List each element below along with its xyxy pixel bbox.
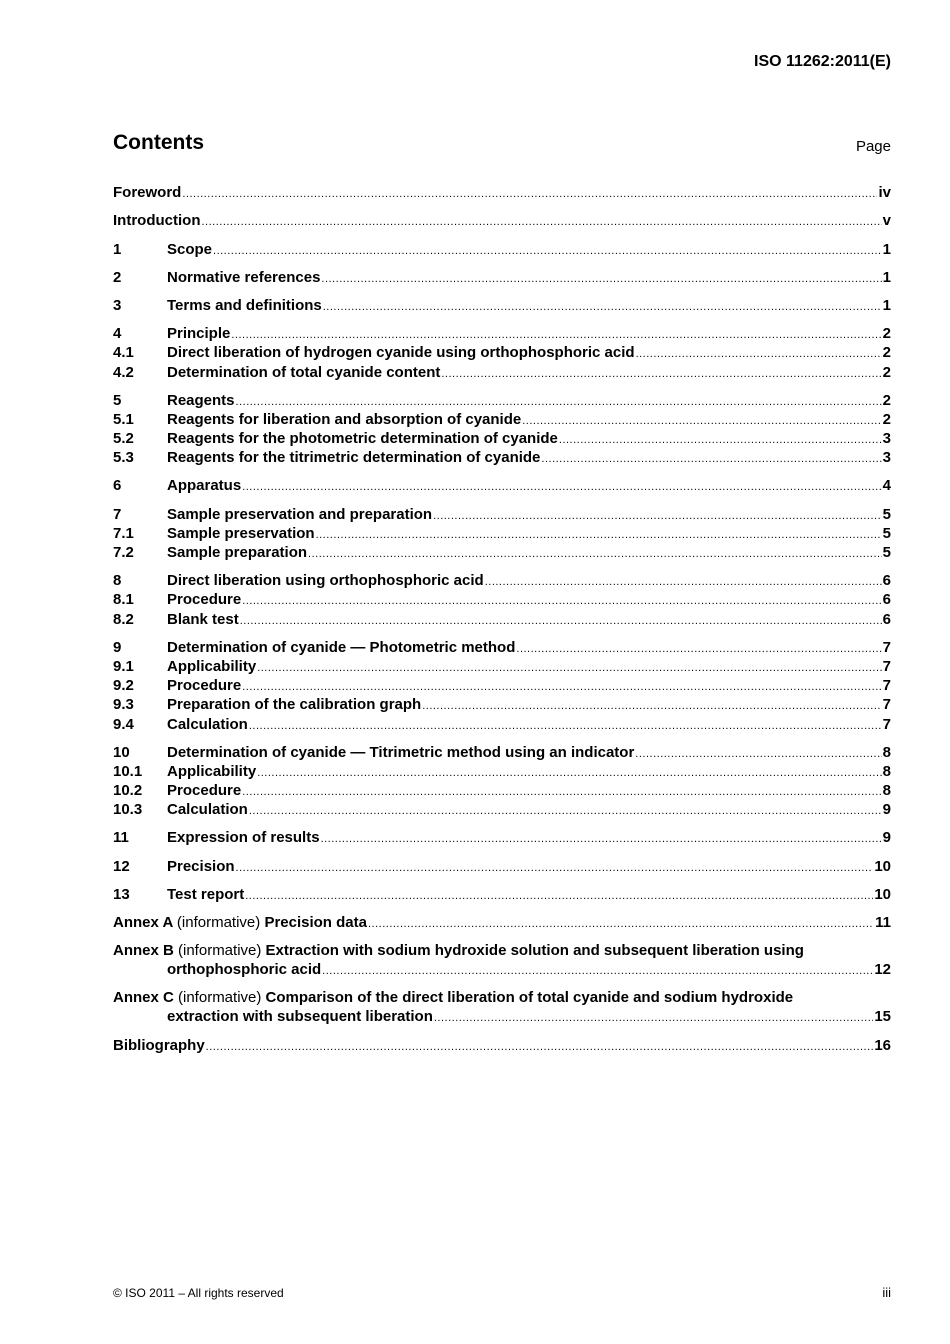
dot-leader: [433, 509, 882, 524]
toc-number: 10.2: [113, 782, 143, 800]
toc-page: 6: [882, 572, 891, 590]
toc-page: 10: [874, 885, 891, 903]
toc-title: Precision: [167, 857, 235, 875]
toc-page: 2: [882, 344, 891, 362]
toc-number: 9.4: [113, 715, 134, 733]
annex-type: (informative): [178, 942, 262, 959]
toc-page: 7: [882, 715, 891, 733]
toc-title: Foreword: [113, 184, 182, 202]
toc-entry[interactable]: [113, 657, 891, 676]
annex-title: Precision data: [264, 914, 367, 931]
dot-leader: [541, 452, 881, 467]
toc-page: 1: [882, 296, 891, 314]
dot-leader: [242, 594, 881, 609]
toc-number: 2: [113, 268, 122, 286]
toc-entry[interactable]: [113, 429, 891, 448]
dot-leader: [441, 367, 881, 382]
toc-page: 11: [875, 914, 891, 931]
annex-label: Annex B: [113, 942, 174, 959]
toc-entry-bibliography[interactable]: [113, 1035, 891, 1054]
toc-title: Determination of total cyanide content: [167, 363, 441, 381]
toc-page: 6: [882, 591, 891, 609]
toc-number: 7.1: [113, 524, 134, 542]
toc-title: Direct liberation using orthophosphoric acid: [167, 572, 484, 590]
toc-entry[interactable]: [113, 828, 891, 847]
annex-heading: [113, 913, 367, 932]
dot-leader: [316, 528, 882, 543]
toc-title: Principle: [167, 325, 231, 343]
toc-page: 7: [882, 677, 891, 695]
toc-page: v: [882, 212, 891, 230]
toc-title: Preparation of the calibration graph: [167, 696, 422, 714]
toc-number: 5: [113, 391, 122, 409]
toc-title: Sample preservation: [167, 524, 315, 542]
toc-number: 5.3: [113, 449, 134, 467]
toc-page: 2: [882, 391, 891, 409]
toc-number: 9.2: [113, 677, 134, 695]
dot-leader: [201, 215, 881, 230]
toc-page: 5: [882, 544, 891, 561]
toc-page: 8: [882, 762, 891, 780]
toc-page: 8: [882, 743, 891, 761]
toc-title: Procedure: [167, 677, 242, 695]
toc-number: 4.1: [113, 344, 134, 362]
toc-page: 2: [882, 363, 891, 381]
toc-number: 11: [113, 829, 129, 847]
annex-type: (informative): [176, 914, 261, 931]
toc-page: 7: [882, 657, 891, 675]
toc-entry[interactable]: [113, 781, 891, 800]
toc-number: 9.3: [113, 696, 134, 714]
toc-page: 1: [882, 268, 891, 286]
toc-number: 10: [113, 743, 130, 761]
toc-number: 3: [113, 296, 122, 314]
toc-page: 7: [882, 696, 891, 714]
toc-entry[interactable]: [113, 324, 891, 343]
dot-leader: [182, 187, 877, 202]
toc-entry[interactable]: [113, 476, 891, 495]
toc-number: 9.1: [113, 657, 134, 675]
toc-page: 6: [882, 610, 891, 628]
toc-entry[interactable]: [113, 609, 891, 628]
toc-title: Calculation: [167, 801, 248, 819]
dot-leader: [231, 328, 881, 343]
toc-page: 15: [874, 1008, 891, 1026]
toc-page: 12: [874, 961, 891, 979]
toc-entry[interactable]: [113, 885, 891, 904]
toc-entry-annex-c-continuation[interactable]: [113, 1007, 891, 1026]
dot-leader: [236, 395, 882, 410]
toc-number: 7: [113, 505, 122, 523]
dot-leader: [321, 272, 881, 287]
toc-entry[interactable]: [113, 343, 891, 362]
dot-leader: [422, 699, 881, 714]
toc-title: Scope: [167, 240, 213, 258]
dot-leader: [245, 889, 873, 904]
annex-title-continued: extraction with subsequent liberation: [167, 1008, 433, 1026]
toc-title: Calculation: [167, 715, 248, 733]
toc-title: Apparatus: [167, 477, 242, 495]
toc-entry[interactable]: [113, 800, 891, 819]
toc-title: Procedure: [167, 591, 242, 609]
toc-number: 8: [113, 572, 122, 590]
toc-title: Reagents for liberation and absorption of cyanide: [167, 410, 522, 428]
toc-title: Normative references: [167, 268, 321, 286]
toc-page: 9: [882, 801, 891, 819]
toc-title: Bibliography: [113, 1036, 205, 1054]
toc-entry[interactable]: [113, 296, 891, 315]
dot-leader: [522, 414, 881, 429]
page-number: iii: [882, 1285, 891, 1300]
toc-entry[interactable]: [113, 676, 891, 695]
toc-title: Applicability: [167, 657, 257, 675]
toc-entry[interactable]: [113, 695, 891, 714]
dot-leader: [321, 832, 882, 847]
toc-title: Terms and definitions: [167, 296, 322, 314]
page-title: Contents: [113, 131, 204, 154]
toc-number: 5.1: [113, 410, 134, 428]
dot-leader: [485, 575, 882, 590]
table-of-contents: [113, 183, 891, 1055]
toc-number: 8.1: [113, 591, 134, 609]
toc-page: 3: [882, 430, 891, 448]
toc-entry[interactable]: [113, 362, 891, 381]
toc-entry-annex-b-continuation[interactable]: [113, 960, 891, 979]
toc-page: 1: [882, 240, 891, 258]
toc-entry[interactable]: [113, 239, 891, 258]
dot-leader: [635, 747, 881, 762]
toc-number: 13: [113, 885, 130, 903]
toc-page: 3: [882, 449, 891, 467]
toc-number: 4.2: [113, 363, 134, 381]
toc-number: 5.2: [113, 430, 134, 448]
dot-leader: [434, 1011, 873, 1026]
toc-entry[interactable]: [113, 524, 891, 543]
toc-entry[interactable]: [113, 448, 891, 467]
dot-leader: [368, 917, 874, 932]
toc-title: Sample preservation and preparation: [167, 505, 433, 523]
toc-page: 4: [882, 477, 891, 495]
toc-entry-foreword[interactable]: [113, 183, 891, 202]
toc-page: iv: [878, 184, 891, 202]
toc-title: Determination of cyanide — Photometric method: [167, 638, 516, 656]
page-column-label: Page: [855, 138, 891, 155]
toc-title: Procedure: [167, 782, 242, 800]
dot-leader: [242, 785, 881, 800]
toc-entry-annex-c[interactable]: [113, 988, 891, 1007]
copyright-notice: © ISO 2011 – All rights reserved: [113, 1286, 284, 1300]
toc-page: 7: [882, 638, 891, 656]
toc-number: 4: [113, 325, 122, 343]
dot-leader: [240, 614, 882, 629]
toc-title: Applicability: [167, 762, 257, 780]
document-id: ISO 11262:2011(E): [754, 53, 891, 70]
annex-title: Extraction with sodium hydroxide solution and subsequent liberation using: [265, 942, 804, 959]
toc-entry[interactable]: [113, 504, 891, 523]
dot-leader: [322, 964, 873, 979]
toc-number: 12: [113, 857, 130, 875]
toc-entry[interactable]: [113, 391, 891, 410]
toc-entry[interactable]: [113, 856, 891, 875]
dot-leader: [516, 642, 881, 657]
dot-leader: [323, 300, 882, 315]
toc-title: Direct liberation of hydrogen cyanide using orthophosphoric acid: [167, 344, 635, 362]
toc-entry[interactable]: [113, 714, 891, 733]
dot-leader: [236, 861, 874, 876]
toc-title: Reagents for the photometric determination of cyanide: [167, 430, 558, 448]
toc-page: 2: [882, 325, 891, 343]
toc-entry[interactable]: [113, 762, 891, 781]
toc-page: 5: [882, 505, 891, 523]
toc-page: 8: [882, 782, 891, 800]
toc-title: Sample preparation: [167, 544, 308, 561]
toc-number: 8.2: [113, 610, 134, 628]
annex-label: Annex A: [113, 914, 173, 931]
toc-number: 1: [113, 240, 122, 258]
dot-leader: [308, 547, 882, 562]
dot-leader: [213, 244, 882, 259]
toc-page: 10: [874, 857, 891, 875]
annex-label: Annex C: [113, 989, 174, 1007]
toc-page: 16: [874, 1036, 891, 1054]
toc-number: 10.3: [113, 801, 143, 819]
toc-entry-annex-a[interactable]: [113, 913, 891, 932]
dot-leader: [257, 766, 881, 781]
toc-number: 7.2: [113, 544, 134, 561]
toc-title: Introduction: [113, 212, 201, 230]
dot-leader: [257, 661, 881, 676]
dot-leader: [249, 804, 882, 819]
toc-entry[interactable]: [113, 543, 891, 562]
toc-title: Test report: [167, 885, 245, 903]
toc-entry[interactable]: [113, 268, 891, 287]
toc-entry-introduction[interactable]: [113, 211, 891, 230]
toc-title: Reagents for the titrimetric determination of cyanide: [167, 449, 541, 467]
dot-leader: [206, 1040, 874, 1055]
toc-title: Blank test: [167, 610, 239, 628]
annex-type: (informative): [178, 989, 262, 1007]
dot-leader: [242, 680, 881, 695]
annex-title-continued: orthophosphoric acid: [167, 961, 322, 979]
toc-page: 9: [882, 829, 891, 847]
toc-entry[interactable]: [113, 590, 891, 609]
annex-title: Comparison of the direct liberation of total cyanide and sodium hydroxide: [265, 989, 794, 1007]
dot-leader: [249, 719, 882, 734]
toc-entry[interactable]: [113, 743, 891, 762]
dot-leader: [242, 480, 881, 495]
toc-entry[interactable]: [113, 638, 891, 657]
dot-leader: [636, 347, 882, 362]
dot-leader: [559, 433, 882, 448]
toc-title: Expression of results: [167, 829, 320, 847]
toc-number: 9: [113, 638, 122, 656]
toc-entry-annex-b[interactable]: [113, 941, 891, 960]
toc-entry[interactable]: [113, 410, 891, 429]
toc-number: 10.1: [113, 762, 143, 780]
toc-entry[interactable]: [113, 571, 891, 590]
toc-page: 5: [882, 524, 891, 542]
toc-page: 2: [882, 410, 891, 428]
toc-number: 6: [113, 477, 122, 495]
toc-title: Reagents: [167, 391, 235, 409]
toc-title: Determination of cyanide — Titrimetric method using an indicator: [167, 743, 635, 761]
